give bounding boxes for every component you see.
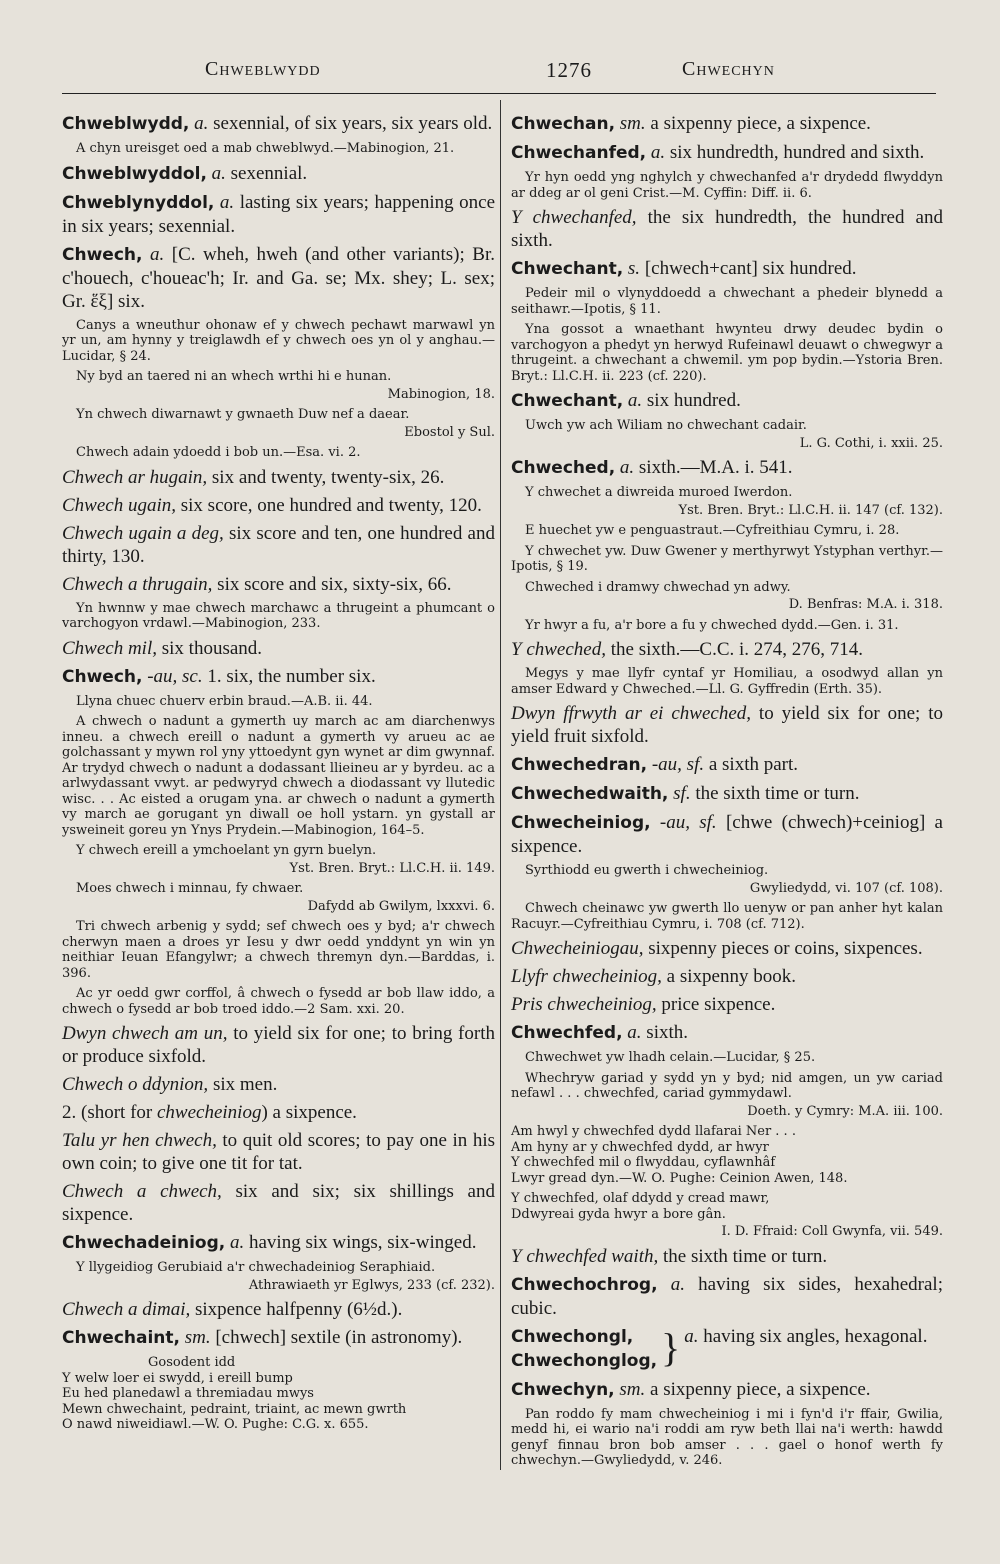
phrase [511, 965, 943, 988]
part-of-speech: -au, sf. [651, 754, 705, 775]
quotation: Y chwech ereill a ymchoelant yn gyrn buelyn. [76, 843, 377, 858]
definition: sexennial. [225, 162, 308, 184]
phrase-meaning: sixpence halfpenny (6½d.). [190, 1299, 403, 1320]
column-divider [500, 100, 501, 1470]
definition: [chwech+cant] six hundred. [640, 258, 857, 279]
quotation: Tri chwech arbenig y sydd; sef chwech oes y byd; a'r chwech cherwyn maen a droes yr Iesu y dwr oedd ynddynt yn win yn neithiar Ieuan Efangylwr; a chwech thremyn dyn.—Barddas, i. 396. [62, 919, 495, 981]
quotation: Moes chwech i minnau, fy chwaer. [76, 881, 304, 896]
phrase-term: Talu yr hen chwech, [62, 1130, 217, 1151]
phrase-meaning: six thousand. [157, 637, 263, 659]
quotation: Ac yr oedd gwr corffol, â chwech o fysedd ar bob llaw iddo, a chwech o fysedd ar bob troed iddo.—2 Sam. xxi. 20. [62, 986, 495, 1017]
quotation: Megys y mae llyfr cyntaf yr Homiliau, a osodwyd allan yn amser Edward y Chweched.—Ll. G. Gyffredin (Erth. 35). [511, 666, 943, 697]
quotation: Yn hwnnw y mae chwech marchawc a thrugeint a phumcant o varchogyon vrdawl.—Mabinogion, 233. [62, 600, 495, 631]
quotation: Yr hwyr a fu, a'r bore a fu y chweched dydd.—Gen. i. 31. [525, 617, 899, 633]
quotation: Chwech adain ydoedd i bob un.—Esa. vi. 2. [76, 445, 361, 460]
definition: [chwe (chwech)+ceiniog] a sixpence. [511, 812, 943, 857]
phrase-term: Llyfr chwecheiniog, [511, 966, 662, 987]
headword: Chwecheiniog, [511, 813, 651, 833]
phrase-meaning: the sixth.—C.C. i. 274, 276, 714. [605, 639, 864, 660]
entry-chwechedwaith [511, 782, 943, 806]
headword: Chwechadeiniog, [62, 1233, 226, 1253]
phrase [511, 1245, 943, 1268]
quotation: Y chwechet a diwreida muroed Iwerdon. [525, 485, 793, 500]
part-of-speech: sm. [619, 1378, 646, 1400]
headword: Chweched, [511, 458, 616, 478]
brace-icon: } [661, 1324, 681, 1370]
entry-chwechyn [511, 1378, 943, 1402]
phrase [62, 637, 495, 660]
citation-source: Dafydd ab Gwilym, lxxxvi. 6. [307, 898, 495, 914]
sense-2 [62, 1101, 495, 1124]
phrase-term: Y chwechanfed, [511, 207, 637, 228]
part-of-speech: a. [627, 390, 643, 411]
quotation: A chyn ureisget oed a mab chweblwyd.—Mabinogion, 21. [76, 141, 455, 156]
verse-line: Y chwechfed, olaf ddydd y cread mawr, [511, 1191, 770, 1206]
left-column [62, 112, 495, 1438]
part-of-speech: -au, sc. [147, 665, 203, 687]
part-of-speech: a. [627, 1022, 642, 1043]
definition: the sixth time or turn. [690, 783, 860, 804]
phrase-term: Y chweched, [511, 639, 606, 660]
phrase-term: Chwecheiniogau, [511, 938, 644, 959]
phrase [62, 494, 495, 517]
headword: Chweblwyddol, [62, 163, 207, 184]
quotation: Yna gossot a wnaethant hwynteu drwy deudec bydin o varchogyon a phedyt yn herwyd Rufeinawl deuawt o chwegwyr a thrugeint. a chwechant a chwemil. ym pop bydin.—Ystoria Bren. Bryt.: Ll.C.H. ii. 223 (cf. 220). [511, 322, 943, 384]
entry-chwecheiniog [511, 811, 943, 858]
part-of-speech: a. [194, 113, 209, 134]
verse-line: Lwyr gread dyn.—W. O. Pughe: Ceinion Awen, 148. [511, 1170, 848, 1186]
part-of-speech: sm. [619, 113, 646, 134]
phrase [62, 1073, 495, 1096]
phrase-term: Pris chwecheiniog, [511, 994, 657, 1015]
part-of-speech: s. [627, 258, 641, 279]
part-of-speech: a. [219, 191, 235, 213]
definition: [chwech] sextile (in astronomy). [210, 1327, 463, 1348]
entry-chweblwydd [62, 112, 495, 136]
verse-line: Y welw loer ei swydd, i ereill bump [62, 1370, 293, 1386]
phrase-meaning: six score, one hundred and twenty, 120. [176, 494, 482, 516]
verse-line: Ddwyreai gyda hwyr a bore gân. [511, 1206, 726, 1222]
phrase-meaning: to quit old scores; to pay one in his own coin; to give one tit for tat. [62, 1130, 495, 1174]
verse-line: Gosodent idd [148, 1355, 236, 1370]
definition: a sixth part. [704, 754, 799, 775]
entry-chwech-noun [62, 665, 495, 689]
phrase-term: Chwech a thrugain, [62, 573, 213, 595]
headword: Chwechyn, [511, 1379, 615, 1400]
citation-source: Mabinogion, 18. [387, 386, 495, 402]
headword: Chwechongl, [511, 1326, 634, 1347]
entry-chwechadeiniog [62, 1231, 495, 1255]
phrase-term: chwecheiniog [156, 1102, 262, 1123]
entry-chwechedran [511, 753, 943, 777]
headword: Chwech, [62, 244, 143, 265]
right-column [511, 112, 943, 1474]
entry-chwechanfed [511, 141, 943, 165]
headword: Chweblwydd, [62, 114, 190, 134]
headword: Chwechonglog, [511, 1350, 658, 1371]
quotation: Canys a wneuthur ohonaw ef y chwech pechawt marwawl yn yr un, am hynny y treiglawdh ef y chwech oes yn ol y anghau.—Lucidar, § 24. [62, 317, 495, 364]
phrase-term: Dwyn ffrwyth ar ei chweched, [511, 703, 752, 724]
verse-quotation [511, 1191, 943, 1222]
phrase-term: Chwech ugain, [62, 494, 176, 516]
phrase-term: Chwech a dimai, [62, 1299, 191, 1320]
phrase [511, 937, 943, 960]
quotation: Y llygeidiog Gerubiaid a'r chwechadeiniog Seraphiaid. [76, 1260, 436, 1275]
part-of-speech: a. [670, 1273, 685, 1295]
part-of-speech: a. [229, 1232, 245, 1253]
running-head [60, 58, 940, 88]
phrase-meaning: six score and six, sixty-six, 66. [212, 573, 452, 595]
definition: sixth.—M.A. i. 541. [634, 457, 793, 478]
definition: having six angles, hexagonal. [698, 1325, 928, 1347]
quotation: Chwechwet yw lhadh celain.—Lucidar, § 25. [525, 1050, 816, 1065]
part-of-speech: sm. [184, 1327, 211, 1348]
phrase [511, 638, 943, 661]
quotation: Pedeir mil o vlynyddoedd a chwechant a phedeir blynedd a seithawr.—Ipotis, § 11. [511, 286, 943, 317]
verse-line: Mewn chwechaint, pedraint, triaint, ac mewn gwrth [62, 1401, 407, 1417]
phrase [62, 573, 495, 596]
part-of-speech: a. [684, 1325, 699, 1347]
quotation: Uwch yw ach Wiliam no chwechant cadair. [525, 418, 807, 433]
verse-line: Y chwechfed mil o flwyddau, cyflawnhâf [511, 1155, 776, 1170]
phrase-term: Chwech ugain a deg, [62, 522, 224, 544]
entry-chweched [511, 456, 943, 480]
phrase-meaning: to yield six for one; to bring forth or produce sixfold. [62, 1023, 495, 1067]
phrase-meaning: six men. [208, 1074, 278, 1095]
entry-chwechongl [511, 1325, 943, 1373]
entry-chwechfed [511, 1021, 943, 1045]
verse-quotation [511, 1124, 943, 1186]
headword: Chwechan, [511, 114, 616, 134]
phrase [62, 1298, 495, 1321]
headword: Chwechedwaith, [511, 784, 669, 804]
definition: having six sides, hexahedral; cubic. [511, 1273, 943, 1319]
part-of-speech: a. [149, 243, 165, 265]
phrase-term: Y chwechfed waith, [511, 1245, 659, 1267]
phrase-meaning: six and twenty, twenty-six, 26. [207, 466, 445, 488]
part-of-speech: a. [650, 142, 666, 163]
definition: having six wings, six-winged. [244, 1232, 477, 1253]
verse-line: Eu hed planedawl a thremiadau mwys [62, 1386, 314, 1401]
quotation: Y chwechet yw. Duw Gwener y merthyrwyt Ystyphan verthyr.—Ipotis, § 19. [511, 543, 943, 574]
definition: a sixpenny piece, a sixpence. [645, 1378, 871, 1400]
citation-source: Yst. Bren. Bryt.: Ll.C.H. ii. 149. [289, 860, 495, 876]
phrase-term: Chwech ar hugain, [62, 466, 208, 488]
definition: six hundred. [642, 390, 741, 411]
quotation: Whechryw gariad y sydd yn y byd; nid amgen, un yw cariad nefawl . . . chwechfed, cariad gymmydawl. [511, 1070, 943, 1101]
phrase [511, 993, 943, 1016]
phrase-term: Chwech mil, [62, 637, 157, 659]
verse-line: Am hyny ar y chwechfed dydd, ar hwyr [511, 1139, 769, 1155]
quotation: E huechet yw e penguastraut.—Cyfreithiau Cymru, i. 28. [525, 523, 900, 538]
headword: Chwechanfed, [511, 143, 647, 163]
header-rule [62, 93, 936, 94]
headword: Chwechedran, [511, 755, 648, 775]
entry-chweblynyddol [62, 191, 495, 238]
phrase [511, 702, 943, 748]
phrase-meaning: to yield six for one; to yield fruit sixfold. [511, 703, 943, 747]
quotation: Yn chwech diwarnawt y gwnaeth Duw nef a daear. [76, 407, 410, 422]
citation-source: Athrawiaeth yr Eglwys, 233 (cf. 232). [248, 1277, 495, 1293]
verse-quotation [62, 1355, 495, 1433]
quotation: Yr hyn oedd yng nghylch y chwechanfed a'r drydedd flwyddyn ar ddeg ar ol geni Crist.—M. Cyffin: Diff. ii. 6. [511, 170, 943, 201]
headword: Chwech, [62, 666, 143, 687]
definition: [C. wheh, hweh (and other variants); Br. c'houech, c'houeac'h; Ir. and Ga. se; Mx. shey; L. sex; Gr. ἕξ] six. [62, 243, 495, 312]
citation-source: Doeth. y Cymry: M.A. iii. 100. [747, 1103, 943, 1119]
phrase [62, 522, 495, 568]
phrase [62, 1180, 495, 1226]
phrase [62, 1129, 495, 1175]
quotation: Pan roddo fy mam chwecheiniog i mi i fyn'd i'r ffair, Gwilia, medd hi, ei wario na'i roddi am ryw beth llai na'i werth: hawdd genyf finnau bron bob amser . . . gael o honof werth fy chwechyn.—Gwyliedydd, v. 246. [511, 1406, 943, 1468]
verse-line: Am hwyl y chwechfed dydd llafarai Ner . . . [511, 1124, 796, 1139]
phrase-term: Chwech a chwech, [62, 1181, 222, 1202]
entry-chwechochrog [511, 1273, 943, 1320]
phrase [62, 1022, 495, 1068]
entry-chweblwyddol [62, 162, 495, 186]
phrase-term: Dwyn chwech am un, [62, 1023, 228, 1044]
definition: sixth. [641, 1022, 688, 1043]
citation-source: Ebostol y Sul. [404, 424, 495, 440]
definition: 1. six, the number six. [202, 665, 376, 687]
quotation: Chweched i dramwy chwechad yn adwy. [525, 579, 791, 595]
entry-chwechan [511, 112, 943, 136]
phrase-meaning: price sixpence. [656, 994, 776, 1015]
phrase [511, 206, 943, 252]
headword: Chwechaint, [62, 1328, 180, 1348]
sense-prefix: 2. (short for [62, 1102, 157, 1123]
running-head-left: Chweblwydd [205, 58, 321, 80]
entry-chwechant-adjective [511, 389, 943, 413]
headword: Chwechochrog, [511, 1274, 658, 1295]
part-of-speech: -au, sf. [659, 812, 717, 833]
phrase-meaning: ) a sixpence. [261, 1102, 357, 1123]
phrase-meaning: a sixpenny book. [661, 966, 796, 987]
entry-chwechaint [62, 1326, 495, 1350]
running-head-right: Chwechyn [682, 58, 775, 80]
quotation: Syrthiodd eu gwerth i chwecheiniog. [525, 863, 769, 878]
definition: a sixpenny piece, a sixpence. [645, 113, 871, 134]
shared-definition [661, 1325, 943, 1368]
quotation: Ny byd an taered ni an whech wrthi hi e hunan. [76, 369, 392, 384]
headword: Chwechfed, [511, 1023, 623, 1043]
part-of-speech: a. [619, 457, 635, 478]
phrase-meaning: six and six; six shillings and sixpence. [62, 1181, 495, 1225]
quotation: Llyna chuec chuerv erbin braud.—A.B. ii. 44. [76, 693, 373, 709]
page-number: 1276 [546, 58, 592, 82]
part-of-speech: sf. [673, 783, 691, 804]
verse-line: O nawd niweidiawl.—W. O. Pughe: C.G. x. 655. [62, 1417, 369, 1432]
definition: lasting six years; happening once in six years; sexennial. [62, 191, 496, 237]
headword: Chweblynyddol, [62, 192, 215, 213]
citation-source: Yst. Bren. Bryt.: Ll.C.H. ii. 147 (cf. 132). [678, 502, 943, 518]
entry-chwech-adjective [62, 243, 495, 313]
definition: sexennial, of six years, six years old. [208, 113, 493, 134]
part-of-speech: a. [211, 162, 226, 184]
definition: six hundredth, hundred and sixth. [665, 142, 925, 163]
citation-source: D. Benfras: M.A. i. 318. [788, 597, 943, 612]
citation-source: Gwyliedydd, vi. 107 (cf. 108). [749, 880, 943, 896]
phrase [62, 466, 495, 489]
citation-source: L. G. Cothi, i. xxii. 25. [799, 435, 943, 451]
phrase-meaning: the six hundredth, the hundred and sixth. [511, 207, 943, 251]
citation-source: I. D. Ffraid: Coll Gwynfa, vii. 549. [721, 1224, 943, 1239]
headword: Chwechant, [511, 259, 624, 279]
quotation: Chwech cheinawc yw gwerth llo uenyw or pan anher hyt kalan Racuyr.—Cyfreithiau Cymru, i. 708 (cf. 712). [511, 901, 943, 932]
phrase-meaning: six score and ten, one hundred and thirty, 130. [62, 522, 495, 567]
phrase-meaning: sixpenny pieces or coins, sixpences. [643, 938, 923, 959]
phrase-meaning: the sixth time or turn. [658, 1245, 828, 1267]
quotation: A chwech o nadunt a gymerth uy march ac am diarchenwys inneu. a chwech ereill o nadunt a gymerth vy arueu ac ae golchassant y mywn rol yny yttoedynt gyn wynet ar dim gwynnaf. Ar trydyd chwech o nadunt a dodassant llieineu ar y byrdeu. ac a arlwydassant vwyt. ar pedwyryd chwech a diodassant vy llutedic wisc. . . Ac eisted a orugam yna. ar chwech o nadunt a gymerth vy march ae gorugant yn diwall oe holl ystarn. yn gystall ar ysweineit goreu yn Ynys Prydein.—Mabinogion, 164–5. [62, 714, 495, 838]
entry-chwechant-noun [511, 257, 943, 281]
phrase-term: Chwech o ddynion, [62, 1074, 209, 1095]
headword: Chwechant, [511, 391, 624, 411]
